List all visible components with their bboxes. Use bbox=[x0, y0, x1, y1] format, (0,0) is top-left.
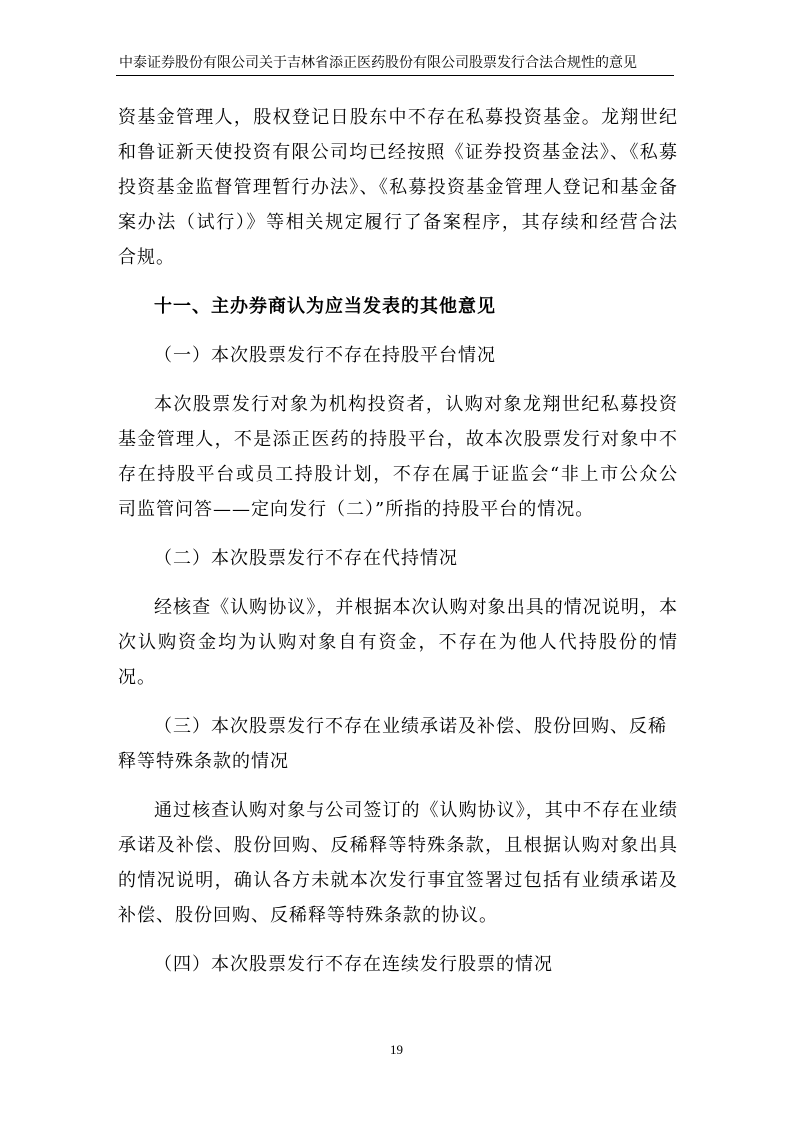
section-heading: 十一、主办券商认为应当发表的其他意见 bbox=[154, 296, 496, 317]
paragraph-continuation: 资基金管理人，股权登记日股东中不存在私募投资基金。龙翔世纪和鲁证新天使投资有限公司均已经按照《证券投资基金法》、《私募投资基金监督管理暂行办法》、《私募投资基金管理人登记和基金备案办法（试行）》等相关规定履行了备案程序，其存续和经营合法合规。 bbox=[118, 107, 678, 268]
subsection-body-3: 通过核查认购对象与公司签订的《认购协议》，其中不存在业绩承诺及补偿、股份回购、反稀释等特殊条款，且根据认购对象出具的情况说明，确认各方未就本次发行事宜签署过包括有业绩承诺及补偿、股份回购、反稀释等特殊条款的协议。 bbox=[118, 800, 678, 926]
subsection-body-1: 本次股票发行对象为机构投资者，认购对象龙翔世纪私募投资基金管理人，不是添正医药的持股平台，故本次股票发行对象中不存在持股平台或员工持股计划，不存在属于证监会“非上市公众公司监管问答——定向发行（二）”所指的持股平台的情况。 bbox=[118, 394, 678, 520]
subsection-heading-1: （一）本次股票发行不存在持股平台情况 bbox=[154, 345, 496, 366]
page-header bbox=[116, 48, 674, 76]
subsection-heading-2: （二）本次股票发行不存在代持情况 bbox=[154, 548, 458, 569]
document-body bbox=[118, 100, 678, 996]
subsection-heading-4: （四）本次股票发行不存在连续发行股票的情况 bbox=[154, 954, 553, 975]
page-number: 19 bbox=[390, 1042, 403, 1057]
subsection-heading-3: （三）本次股票发行不存在业绩承诺及补偿、股份回购、反稀释等特殊条款的情况 bbox=[118, 716, 667, 772]
subsection-body-2: 经核查《认购协议》，并根据本次认购对象出具的情况说明，本次认购资金均为认购对象自有资金，不存在为他人代持股份的情况。 bbox=[118, 597, 678, 688]
header-title: 中泰证券股份有限公司关于吉林省添正医药股份有限公司股票发行合法合规性的意见 bbox=[119, 55, 637, 71]
